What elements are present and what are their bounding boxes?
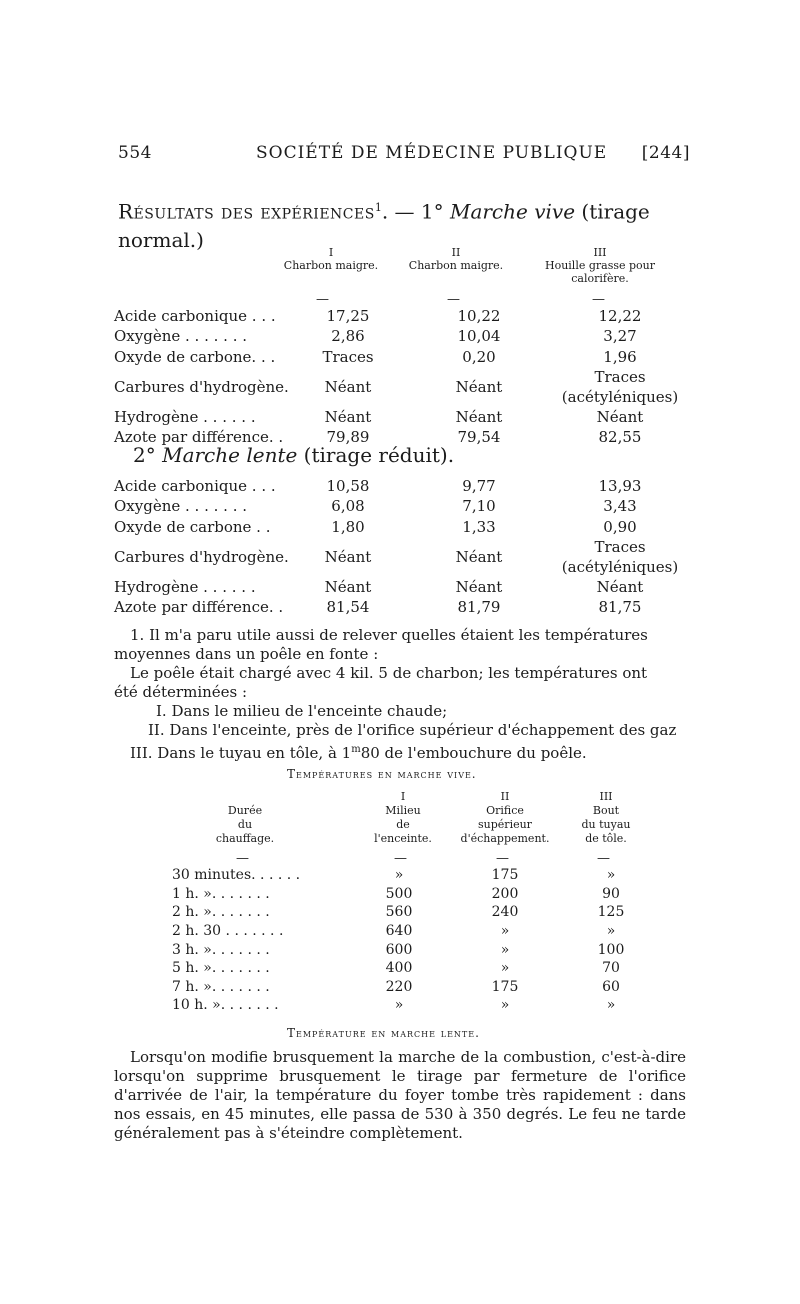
- tuyau-cell: 70: [602, 960, 620, 977]
- column-numeral: III: [599, 790, 613, 803]
- cell-col-2: Néant: [455, 578, 503, 597]
- milieu-cell: 500: [385, 885, 413, 902]
- cell-col-1: 79,89: [326, 428, 370, 447]
- table-row: [172, 885, 656, 904]
- duration-cell: 30 minutes. . . . . .: [172, 867, 301, 884]
- column-rule: —: [447, 292, 460, 307]
- tuyau-cell: 125: [597, 904, 625, 921]
- row-label: Acide carbonique . . .: [114, 307, 276, 326]
- section-title-suffix: (tirage normal.): [118, 199, 650, 252]
- milieu-cell: »: [394, 997, 404, 1014]
- column-label: Houille grasse pour calorifère.: [544, 259, 656, 285]
- cell-col-3: Néant: [596, 578, 644, 597]
- column-label-line: supérieur: [478, 818, 532, 831]
- footnote-text: 80 de l'embouchure du poêle.: [360, 744, 587, 762]
- row-label: Oxygène . . . . . . .: [114, 327, 248, 346]
- column-label-line: du: [237, 818, 253, 831]
- row-label: Oxyde de carbone . .: [114, 517, 271, 536]
- gas-composition-table-vive: [114, 306, 686, 447]
- cell-col-1: Néant: [324, 377, 372, 396]
- temperature-lente-title: Température en marche lente.: [287, 1026, 480, 1040]
- cell-col-2: 81,79: [457, 598, 501, 617]
- cell-col-3: Traces (acétyléniques): [561, 537, 679, 576]
- column-label-line: Bout: [592, 804, 620, 817]
- column-numeral: III: [593, 246, 607, 259]
- table-row: [114, 476, 686, 496]
- table-row: [114, 367, 686, 407]
- table-row: [114, 496, 686, 516]
- gas-composition-table-lente: [114, 476, 686, 617]
- cell-col-2: 9,77: [462, 477, 496, 496]
- column-label-line: d'échappement.: [460, 832, 550, 845]
- column-label-line: chauffage.: [215, 832, 275, 845]
- cell-col-1: 17,25: [326, 307, 370, 326]
- cell-col-2: 79,54: [457, 428, 501, 447]
- cell-col-3: 13,93: [598, 477, 642, 496]
- milieu-cell: 600: [385, 941, 413, 958]
- tuyau-cell: 100: [597, 941, 625, 958]
- temperature-column-heading: [566, 790, 646, 846]
- table-row: [114, 597, 686, 617]
- cell-col-3: 3,43: [603, 497, 637, 516]
- section-title-italic: Marche vive: [449, 199, 576, 224]
- duration-cell: 2 h. 30 . . . . . . .: [172, 923, 284, 940]
- column-numeral: I: [400, 790, 406, 803]
- temperature-column-heading: [358, 790, 448, 846]
- orifice-cell: »: [500, 960, 510, 977]
- column-label-line: l'enceinte.: [374, 832, 432, 845]
- column-numeral: II: [500, 790, 510, 803]
- orifice-cell: »: [500, 941, 510, 958]
- duration-cell: 7 h. ». . . . . . .: [172, 978, 270, 995]
- column-rule: —: [592, 292, 605, 307]
- table-row: [114, 347, 686, 367]
- table-row: [172, 978, 656, 997]
- footnote-marker: 1: [374, 201, 382, 214]
- footnote-line: été déterminées :: [114, 683, 248, 701]
- row-label: Hydrogène . . . . . .: [114, 408, 256, 427]
- duration-cell: 2 h. ». . . . . . .: [172, 904, 270, 921]
- table-row: [172, 903, 656, 922]
- table-row: [172, 996, 656, 1015]
- cell-col-1: 10,58: [326, 477, 370, 496]
- row-label: Azote par différence. .: [114, 598, 284, 617]
- tuyau-cell: 90: [602, 885, 620, 902]
- table-row: [172, 959, 656, 978]
- orifice-cell: 175: [491, 867, 519, 884]
- cell-col-3: 12,22: [598, 307, 642, 326]
- table-row: [114, 407, 686, 427]
- cell-col-3: 82,55: [598, 428, 642, 447]
- column-numeral: I: [328, 246, 334, 259]
- milieu-cell: 220: [385, 978, 413, 995]
- duration-cell: 1 h. ». . . . . . .: [172, 885, 270, 902]
- cell-col-1: Traces: [322, 347, 374, 366]
- orifice-cell: »: [500, 997, 510, 1014]
- footnote-line-7: [114, 740, 686, 763]
- column-label-line: de: [396, 818, 410, 831]
- column-label: Charbon maigre.: [408, 259, 504, 272]
- column-label-line: du tuyau: [581, 818, 631, 831]
- column-rule: —: [496, 851, 509, 866]
- body-paragraph: Lorsqu'on modifie brusquement la marche de la combustion, c'est-à-dire lorsqu'on supprime brusquement le tirage par fermeture de l'orifice d'arrivée de l'air, la température du foyer tombe très rapidement : dans nos essais, en 45 minutes, elle passa de 530 à 350 degrés. Le feu ne tarde généralement pas à s'éteindre complètement.: [114, 1048, 686, 1142]
- cell-col-2: Néant: [455, 377, 503, 396]
- column-label-line: de tôle.: [585, 832, 627, 845]
- cell-col-1: Néant: [324, 578, 372, 597]
- temperature-table-vive: [172, 866, 656, 1015]
- footnote-text: III. Dans le tuyau en tôle, à 1: [130, 744, 352, 762]
- cell-col-3: 0,90: [603, 517, 637, 536]
- section-title-prefix: 2°: [133, 443, 163, 467]
- row-label: Acide carbonique . . .: [114, 477, 276, 496]
- row-label: Carbures d'hydrogène.: [114, 547, 289, 566]
- cell-col-2: 1,33: [462, 517, 496, 536]
- column-heading-3: [540, 246, 660, 285]
- duration-cell: 3 h. ». . . . . . .: [172, 941, 270, 958]
- table-row: [172, 940, 656, 959]
- duration-cell: 5 h. ». . . . . . .: [172, 960, 270, 977]
- temperature-column-heading: [200, 790, 290, 846]
- row-label: Carbures d'hydrogène.: [114, 377, 289, 396]
- footnote-line: I. Dans le milieu de l'enceinte chaude;: [156, 702, 448, 720]
- column-rule: —: [236, 851, 249, 866]
- section-title-italic: Marche lente: [162, 443, 298, 467]
- cell-col-2: Néant: [455, 547, 503, 566]
- cell-col-1: 6,08: [331, 497, 365, 516]
- column-label: Charbon maigre.: [283, 259, 379, 272]
- tuyau-cell: »: [606, 923, 616, 940]
- column-label-line: Durée: [227, 804, 263, 817]
- running-title: SOCIÉTÉ DE MÉDECINE PUBLIQUE: [256, 143, 608, 163]
- column-rule: —: [316, 292, 329, 307]
- cell-col-1: 81,54: [326, 598, 370, 617]
- column-label-line: Orifice: [486, 804, 524, 817]
- table-row: [172, 866, 656, 885]
- footnote-line: 1. Il m'a paru utile aussi de relever quelles étaient les températures: [130, 626, 648, 644]
- cell-col-1: Néant: [324, 547, 372, 566]
- cell-col-1: 1,80: [331, 517, 365, 536]
- milieu-cell: »: [394, 867, 404, 884]
- orifice-cell: »: [500, 923, 510, 940]
- row-label: Azote par différence. .: [114, 428, 284, 447]
- table-row: [114, 577, 686, 597]
- unit-superscript: m: [351, 744, 361, 755]
- orifice-cell: 175: [491, 978, 519, 995]
- cell-col-2: 10,22: [457, 307, 501, 326]
- tuyau-cell: 60: [602, 978, 620, 995]
- cell-col-1: Néant: [324, 408, 372, 427]
- cell-col-2: 10,04: [457, 327, 501, 346]
- column-label-line: Milieu: [385, 804, 421, 817]
- table-row: [114, 537, 686, 577]
- column-rule: —: [394, 851, 407, 866]
- milieu-cell: 640: [385, 923, 413, 940]
- tuyau-cell: »: [606, 867, 616, 884]
- row-label: Oxyde de carbone. . .: [114, 347, 276, 366]
- cell-col-3: Traces (acétyléniques): [561, 367, 679, 406]
- tuyau-cell: »: [606, 997, 616, 1014]
- milieu-cell: 400: [385, 960, 413, 977]
- section-title-suffix: (tirage réduit).: [297, 443, 455, 467]
- column-rule: —: [597, 851, 610, 866]
- footnote-line: Le poêle était chargé avec 4 kil. 5 de charbon; les températures ont: [130, 664, 648, 682]
- section-title-marche-lente: [133, 443, 454, 467]
- table-row: [114, 326, 686, 346]
- section-title-middle: . — 1°: [381, 199, 450, 224]
- column-heading-1: [278, 246, 384, 272]
- temperature-column-heading: [446, 790, 564, 846]
- cell-col-3: 1,96: [603, 347, 637, 366]
- table-row: [114, 517, 686, 537]
- cell-col-2: Néant: [455, 408, 503, 427]
- orifice-cell: 240: [491, 904, 519, 921]
- column-numeral: [200, 790, 290, 804]
- table-row: [114, 306, 686, 326]
- milieu-cell: 560: [385, 904, 413, 921]
- cell-col-3: 3,27: [603, 327, 637, 346]
- section-title-prefix: Résultats des expériences: [118, 199, 375, 224]
- column-heading-2: [396, 246, 516, 272]
- footnote-line: moyennes dans un poêle en fonte :: [114, 645, 379, 663]
- section-title-marche-vive: [118, 194, 680, 254]
- column-numeral: II: [451, 246, 461, 259]
- cell-col-2: 7,10: [462, 497, 496, 516]
- temperature-table-title: Températures en marche vive.: [287, 767, 477, 781]
- cell-col-3: 81,75: [598, 598, 642, 617]
- cell-col-2: 0,20: [462, 347, 496, 366]
- duration-cell: 10 h. ». . . . . . .: [172, 997, 279, 1014]
- cell-col-1: 2,86: [331, 327, 365, 346]
- page-reference: [244]: [641, 143, 690, 163]
- page-number: 554: [118, 143, 152, 163]
- cell-col-3: Néant: [596, 408, 644, 427]
- table-row: [172, 922, 656, 941]
- row-label: Oxygène . . . . . . .: [114, 497, 248, 516]
- row-label: Hydrogène . . . . . .: [114, 578, 256, 597]
- footnote-line: II. Dans l'enceinte, près de l'orifice supérieur d'échappement des gaz: [148, 721, 677, 739]
- orifice-cell: 200: [491, 885, 519, 902]
